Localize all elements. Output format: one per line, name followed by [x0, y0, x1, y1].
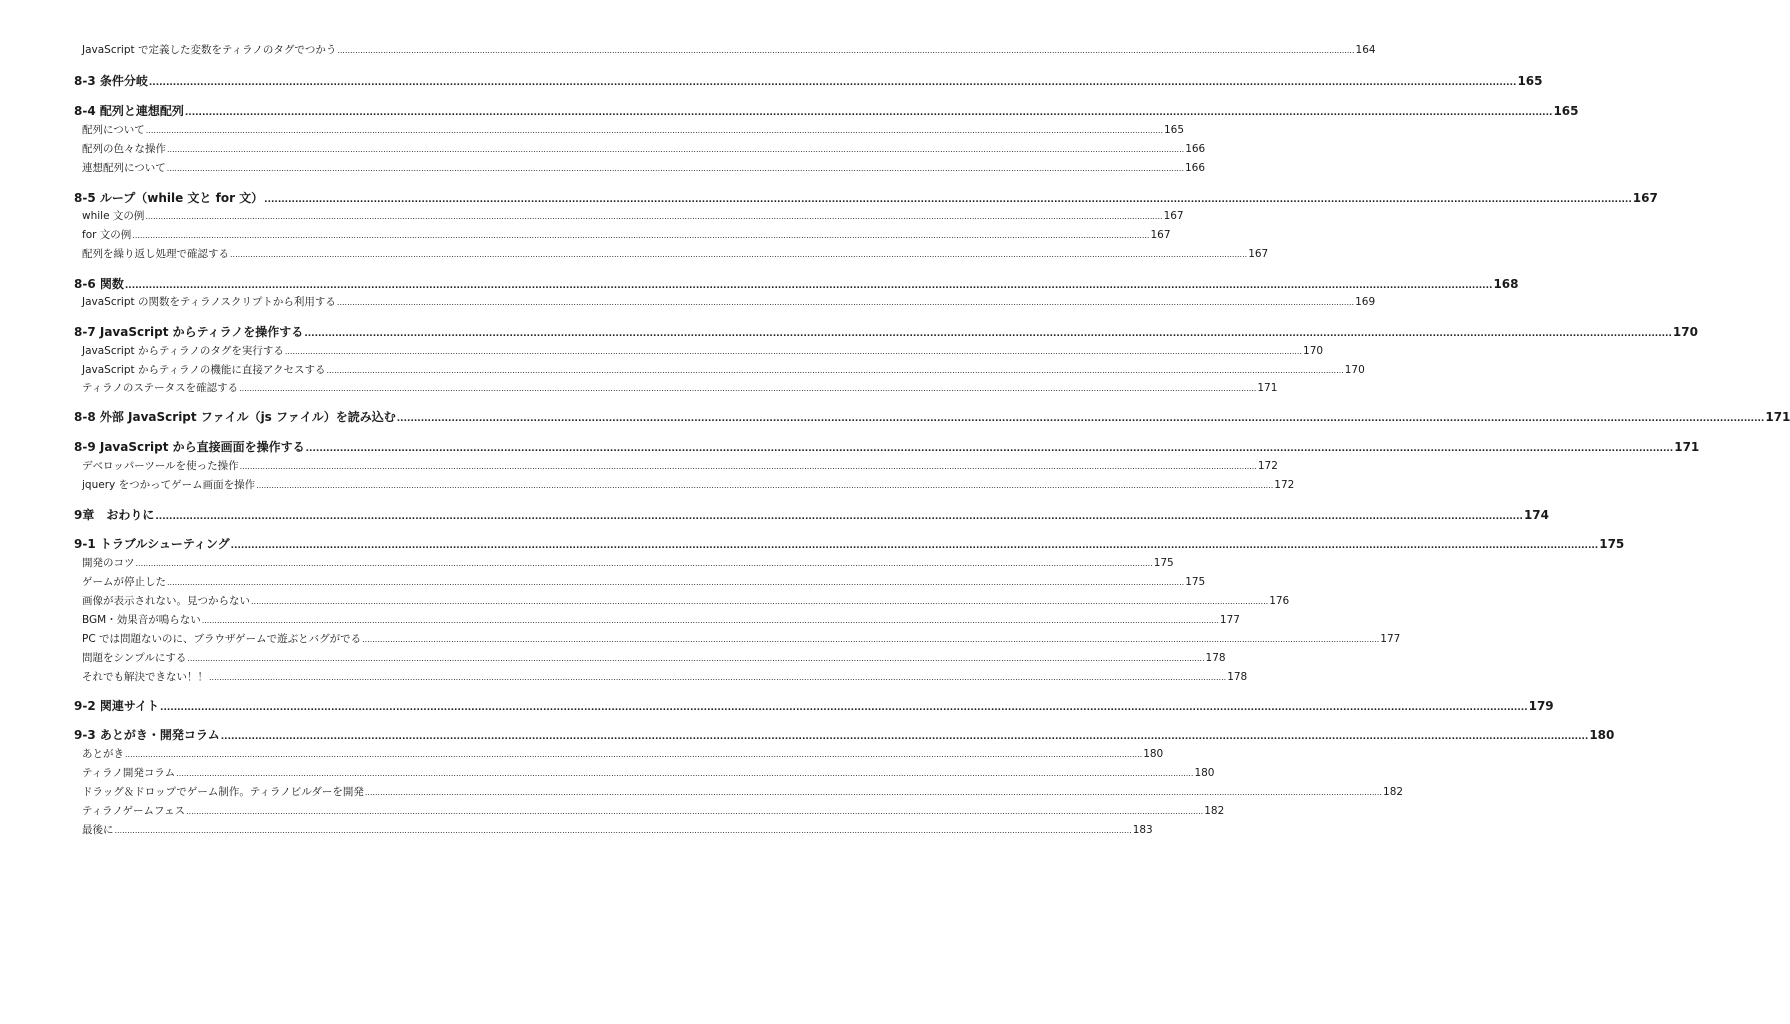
toc-title: 連想配列について	[82, 162, 166, 174]
dot-leader: ................................................................................................................................................................................................................................................................................................................................................................................................................	[396, 414, 1765, 424]
toc-title: JavaScript の関数をティラノスクリプトから利用する	[82, 296, 336, 308]
toc-entry-row[interactable]	[82, 458, 1278, 472]
dot-leader: ................................................................................................................................................................................................................................................................................................................................................................................................................	[132, 231, 1150, 240]
toc-title: デベロッパーツールを使った操作	[82, 460, 239, 472]
toc-entry-row[interactable]	[82, 294, 1376, 308]
toc-entry-row[interactable]	[82, 343, 1324, 357]
toc-entry-row[interactable]	[82, 122, 1185, 136]
toc-heading-row[interactable]	[74, 697, 1554, 714]
page-number: 167	[1248, 248, 1269, 260]
toc-title: 最後に	[82, 824, 114, 836]
dot-leader: ................................................................................................................................................................................................................................................................................................................................................................................................................	[337, 46, 1355, 55]
dot-leader: ................................................................................................................................................................................................................................................................................................................................................................................................................	[114, 826, 1132, 835]
page-number: 183	[1132, 824, 1153, 836]
toc-title: それでも解決できない！！	[82, 671, 208, 683]
toc-entry-row[interactable]	[82, 141, 1206, 155]
page-number: 175	[1185, 576, 1206, 588]
toc-title: あとがき	[82, 748, 124, 760]
toc-title: 配列の色々な操作	[82, 143, 166, 155]
toc-title: JavaScript で定義した変数をティラノのタグでつかう	[82, 44, 337, 56]
toc-entry-row[interactable]	[82, 227, 1171, 241]
toc-title: JavaScript からティラノの機能に直接アクセスする	[82, 364, 326, 376]
page-number: 166	[1185, 143, 1206, 155]
page-number: 182	[1383, 786, 1404, 798]
page-number: 170	[1344, 364, 1365, 376]
dot-leader: ................................................................................................................................................................................................................................................................................................................................................................................................................	[148, 78, 1517, 88]
toc-title: 配列について	[82, 124, 145, 136]
dot-leader: ................................................................................................................................................................................................................................................................................................................................................................................................................	[201, 616, 1219, 625]
dot-leader: ................................................................................................................................................................................................................................................................................................................................................................................................................	[364, 788, 1383, 797]
toc-heading-row[interactable]	[74, 506, 1549, 523]
dot-leader: ................................................................................................................................................................................................................................................................................................................................................................................................................	[220, 732, 1589, 742]
toc-title: 画像が表示されない。見つからない	[82, 595, 250, 607]
dot-leader: ................................................................................................................................................................................................................................................................................................................................................................................................................	[135, 559, 1153, 568]
dot-leader: ................................................................................................................................................................................................................................................................................................................................................................................................................	[251, 597, 1269, 606]
toc-heading-row[interactable]	[74, 408, 1790, 425]
page-number: 179	[1528, 699, 1554, 713]
dot-leader: ................................................................................................................................................................................................................................................................................................................................................................................................................	[125, 750, 1143, 759]
dot-leader: ................................................................................................................................................................................................................................................................................................................................................................................................................	[160, 703, 1528, 713]
toc-title: JavaScript からティラノのタグを実行する	[82, 345, 284, 357]
page-number: 165	[1553, 104, 1579, 118]
toc-title: 開発のコツ	[82, 557, 135, 569]
toc-entry-row[interactable]	[82, 784, 1404, 798]
toc-heading-row[interactable]	[74, 102, 1579, 119]
dot-leader: ................................................................................................................................................................................................................................................................................................................................................................................................................	[362, 635, 1380, 644]
toc-title: ティラノ開発コラム	[82, 767, 176, 779]
toc-title: 9-1 トラブルシューティング	[74, 537, 230, 551]
toc-heading-row[interactable]	[74, 275, 1519, 292]
toc-entry-row[interactable]	[82, 477, 1295, 491]
toc-title: jquery をつかってゲーム画面を操作	[82, 479, 256, 491]
toc-entry-row[interactable]	[82, 246, 1269, 260]
page-number: 178	[1227, 671, 1248, 683]
page-number: 167	[1163, 210, 1184, 222]
toc-entry-row[interactable]	[82, 42, 1376, 56]
page-number: 164	[1355, 44, 1376, 56]
page-number: 171	[1765, 410, 1790, 424]
dot-leader: ................................................................................................................................................................................................................................................................................................................................................................................................................	[187, 654, 1205, 663]
dot-leader: ................................................................................................................................................................................................................................................................................................................................................................................................................	[176, 769, 1194, 778]
page-number: 170	[1672, 325, 1698, 339]
toc-title: 8-6 関数	[74, 277, 124, 291]
page-number: 167	[1632, 191, 1658, 205]
toc-title: 8-5 ループ（while 文と for 文）	[74, 191, 264, 205]
toc-entry-row[interactable]	[82, 746, 1164, 760]
toc-entry-row[interactable]	[82, 822, 1153, 836]
toc-title: 問題をシンプルにする	[82, 652, 187, 664]
toc-heading-row[interactable]	[74, 189, 1658, 206]
dot-leader: ................................................................................................................................................................................................................................................................................................................................................................................................................	[230, 541, 1599, 551]
toc-entry-row[interactable]	[82, 160, 1206, 174]
toc-title: ゲームが停止した	[82, 576, 166, 588]
dot-leader: ................................................................................................................................................................................................................................................................................................................................................................................................................	[230, 250, 1248, 259]
dot-leader: ................................................................................................................................................................................................................................................................................................................................................................................................................	[239, 384, 1257, 393]
page-number: 177	[1380, 633, 1401, 645]
toc-heading-row[interactable]	[74, 438, 1700, 455]
page-number: 166	[1184, 162, 1206, 174]
toc-entry-row[interactable]	[82, 380, 1278, 394]
toc-title: ドラッグ＆ドロップでゲーム制作。ティラノビルダーを開発	[82, 786, 364, 798]
dot-leader: ................................................................................................................................................................................................................................................................................................................................................................................................................	[239, 462, 1257, 471]
toc-title: BGM・効果音が鳴らない	[82, 614, 201, 626]
page-number: 174	[1523, 508, 1549, 522]
toc-entry-row[interactable]	[82, 574, 1206, 588]
dot-leader: ................................................................................................................................................................................................................................................................................................................................................................................................................	[167, 145, 1185, 154]
toc-entry-row[interactable]	[82, 612, 1240, 626]
page-number: 169	[1355, 296, 1376, 308]
dot-leader: ................................................................................................................................................................................................................................................................................................................................................................................................................	[166, 164, 1184, 173]
dot-leader: ................................................................................................................................................................................................................................................................................................................................................................................................................	[124, 281, 1493, 291]
toc-entry-row[interactable]	[82, 593, 1290, 607]
page-number: 180	[1194, 767, 1215, 779]
page-number: 171	[1257, 382, 1278, 394]
page-number: 165	[1517, 74, 1543, 88]
dot-leader: ................................................................................................................................................................................................................................................................................................................................................................................................................	[145, 212, 1163, 221]
page-number: 168	[1493, 277, 1519, 291]
dot-leader: ................................................................................................................................................................................................................................................................................................................................................................................................................	[256, 481, 1274, 490]
toc-title: 8-8 外部 JavaScript ファイル（js ファイル）を読み込む	[74, 410, 396, 424]
dot-leader: ................................................................................................................................................................................................................................................................................................................................................................................................................	[336, 298, 1355, 307]
page-number: 167	[1150, 229, 1171, 241]
toc-title: while 文の例	[82, 210, 145, 222]
dot-leader: ................................................................................................................................................................................................................................................................................................................................................................................................................	[305, 444, 1674, 454]
page-number: 182	[1204, 805, 1225, 817]
toc-title: ティラノゲームフェス	[82, 805, 186, 817]
toc-entry-row[interactable]	[82, 669, 1248, 683]
page-number: 172	[1274, 479, 1295, 491]
toc-entry-row[interactable]	[82, 631, 1401, 645]
toc-title: ティラノのステータスを確認する	[82, 382, 239, 394]
toc-title: 8-4 配列と連想配列	[74, 104, 184, 118]
toc-heading-row[interactable]	[74, 726, 1615, 743]
page-number: 175	[1599, 537, 1625, 551]
page-number: 176	[1269, 595, 1290, 607]
toc-title: 9章 おわりに	[74, 508, 155, 522]
dot-leader: ................................................................................................................................................................................................................................................................................................................................................................................................................	[167, 578, 1185, 587]
toc-title: 8-7 JavaScript からティラノを操作する	[74, 325, 304, 339]
dot-leader: ................................................................................................................................................................................................................................................................................................................................................................................................................	[145, 126, 1163, 135]
page-number: 172	[1257, 460, 1278, 472]
dot-leader: ................................................................................................................................................................................................................................................................................................................................................................................................................	[304, 329, 1672, 339]
toc-heading-row[interactable]	[74, 323, 1698, 340]
toc-entry-row[interactable]	[82, 765, 1215, 779]
dot-leader: ................................................................................................................................................................................................................................................................................................................................................................................................................	[155, 512, 1523, 522]
dot-leader: ................................................................................................................................................................................................................................................................................................................................................................................................................	[186, 807, 1204, 816]
toc-title: for 文の例	[82, 229, 132, 241]
toc-title: 9-2 関連サイト	[74, 699, 160, 713]
dot-leader: ................................................................................................................................................................................................................................................................................................................................................................................................................	[326, 366, 1344, 375]
dot-leader: ................................................................................................................................................................................................................................................................................................................................................................................................................	[209, 673, 1227, 682]
toc-entry-row[interactable]	[82, 362, 1365, 376]
dot-leader: ................................................................................................................................................................................................................................................................................................................................................................................................................	[264, 195, 1632, 205]
page-number: 178	[1205, 652, 1226, 664]
page-number: 171	[1674, 440, 1700, 454]
toc-title: 9-3 あとがき・開発コラム	[74, 728, 220, 742]
toc-title: 8-3 条件分岐	[74, 74, 148, 88]
toc-heading-row[interactable]	[74, 535, 1625, 552]
toc-entry-row[interactable]	[82, 555, 1174, 569]
toc-title: PC では問題ないのに、ブラウザゲームで遊ぶとバグがでる	[82, 633, 362, 645]
dot-leader: ................................................................................................................................................................................................................................................................................................................................................................................................................	[184, 108, 1553, 118]
dot-leader: ................................................................................................................................................................................................................................................................................................................................................................................................................	[284, 347, 1303, 356]
page-number: 175	[1153, 557, 1174, 569]
toc-entry-row[interactable]	[82, 650, 1226, 664]
page-number: 165	[1163, 124, 1185, 136]
page-number: 170	[1303, 345, 1324, 357]
page-number: 180	[1589, 728, 1615, 742]
page-number: 180	[1143, 748, 1164, 760]
toc-title: 配列を繰り返し処理で確認する	[82, 248, 229, 260]
page-number: 177	[1219, 614, 1240, 626]
toc-entry-row[interactable]	[82, 208, 1184, 222]
toc-heading-row[interactable]	[74, 72, 1543, 89]
toc-entry-row[interactable]	[82, 803, 1225, 817]
toc-title: 8-9 JavaScript から直接画面を操作する	[74, 440, 305, 454]
